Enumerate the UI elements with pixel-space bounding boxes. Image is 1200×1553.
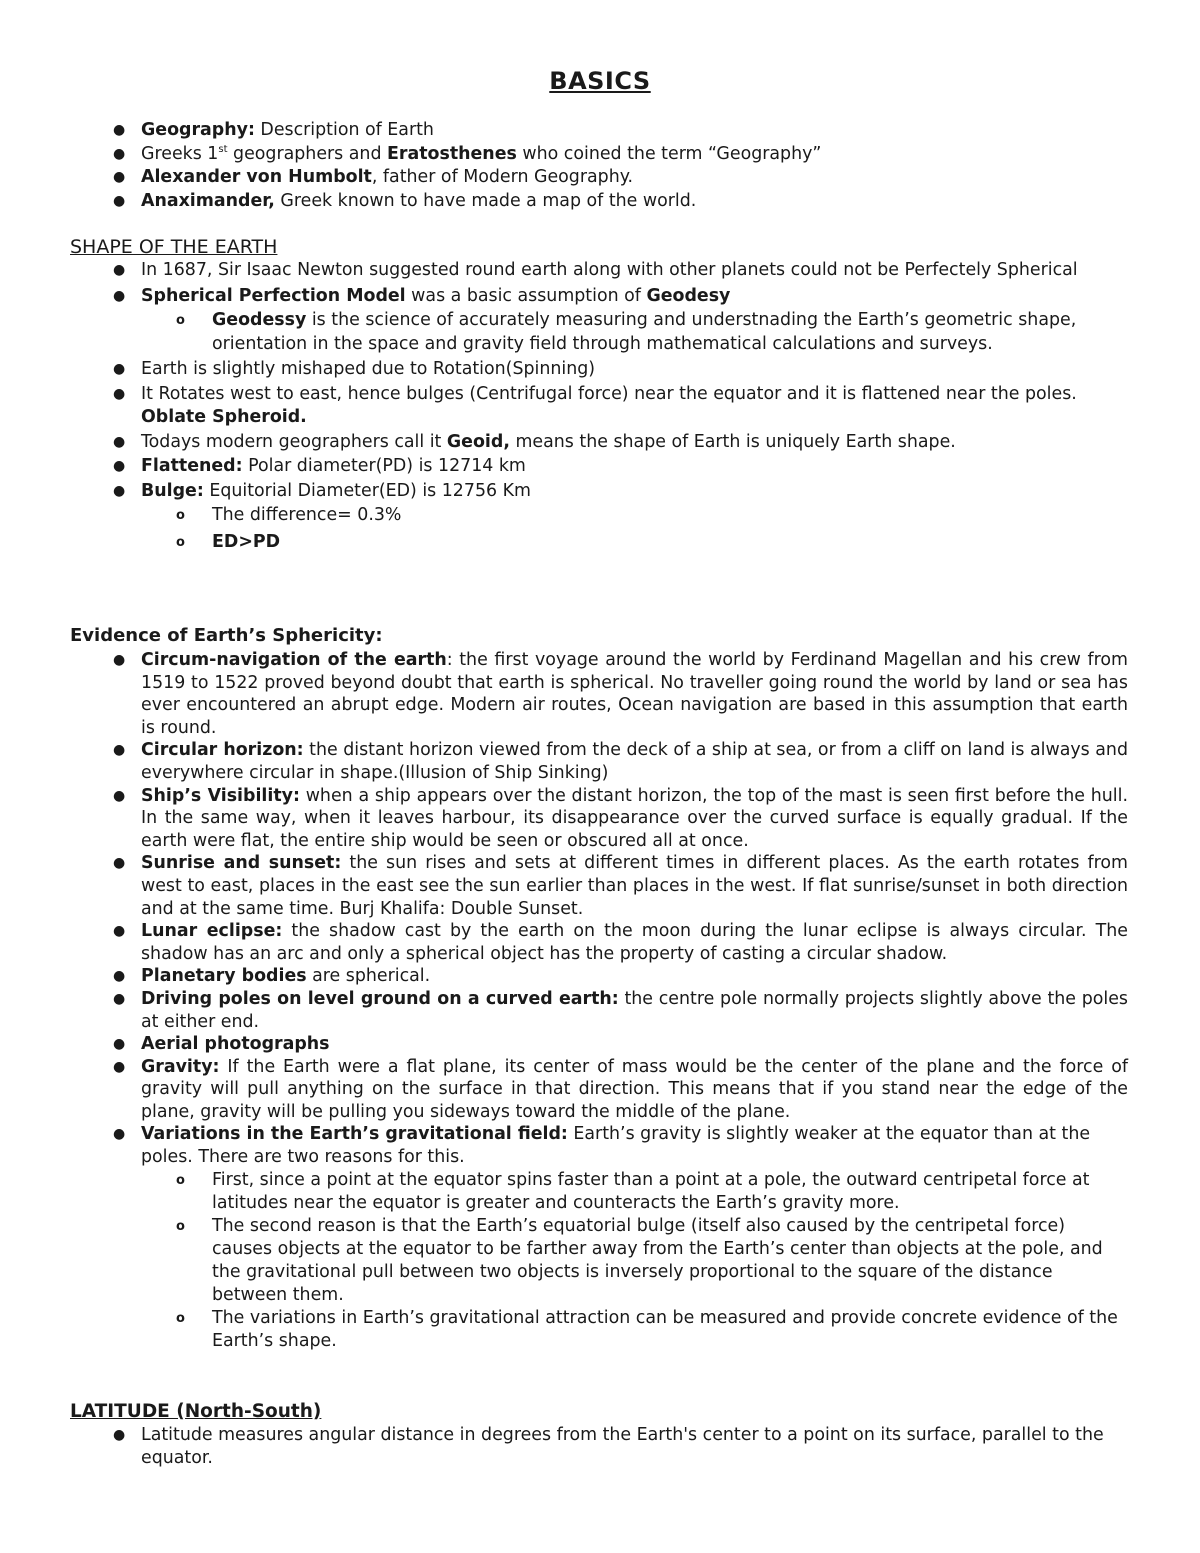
body-text: the shadow cast by the earth on the moon during the lunar eclipse is always circular. The shadow has an arc and only a spherical object has the property of casting a circular shadow. — [141, 921, 1128, 964]
bullet-icon: ● — [113, 361, 126, 377]
list-item — [0, 431, 1200, 455]
bullet-icon: ● — [113, 433, 126, 450]
bold-text: Aerial photographs — [141, 1034, 330, 1055]
bold-text: Circular horizon: — [141, 740, 304, 761]
bullet-icon: ● — [113, 1058, 126, 1075]
body-text: The second reason is that the Earth’s equatorial bulge (itself also caused by the centripetal force) causes objects at the equator to be farther away from the Earth’s center than objects at the pole, and the gravitational pull between two objects is inversely proportional to the square of the distance between them. — [212, 1216, 1103, 1306]
section-heading-shape: SHAPE OF THE EARTH — [70, 236, 278, 258]
bold-text: Geoid, — [446, 431, 510, 452]
bullet-icon: ● — [113, 968, 126, 985]
body-text: The variations in Earth’s gravitational attraction can be measured and provide concrete evidence of the Earth’s shape. — [212, 1308, 1118, 1352]
body-text: was a basic assumption of — [405, 285, 647, 306]
body-text: Latitude measures angular distance in degrees from the Earth's center to a point on its surface, parallel to the equator. — [141, 1425, 1104, 1468]
bullet-icon: ● — [113, 192, 126, 209]
bullet-icon: ● — [113, 122, 126, 138]
bold-text: Flattened: — [141, 456, 243, 476]
list-item — [0, 504, 1200, 528]
bullet-icon: o — [176, 1311, 185, 1327]
bold-text: Gravity: — [141, 1056, 220, 1077]
body-text: Description of Earth — [254, 120, 434, 140]
bold-text: ED>PD — [212, 531, 281, 552]
list-item — [0, 190, 1200, 214]
body-text: when a ship appears over the distant horizon, the top of the mast is seen first before the hull. In the same way, when it leaves harbour, its disappearance over the curved surface is equally gradual. If the earth were flat, the entire ship would be seen or obscured all at once. — [141, 785, 1128, 851]
list-item — [0, 143, 1200, 167]
bold-text: Sunrise and sunset: — [141, 853, 342, 874]
bullet-icon: ● — [113, 482, 126, 499]
body-text: Equitorial Diameter(ED) is 12756 Km — [203, 480, 531, 501]
bullet-icon: ● — [113, 1427, 126, 1443]
latitude-list — [0, 1424, 1200, 1470]
list-item — [0, 785, 1200, 853]
body-text: Greeks 1 — [141, 143, 219, 164]
body-text: It Rotates west to east, hence bulges (Centrifugal force) near the equator and it is flattened near the poles. — [141, 383, 1077, 404]
bullet-icon: ● — [113, 742, 126, 759]
bullet-icon: o — [176, 508, 185, 523]
body-text: geographers and — [227, 143, 388, 164]
list-item — [0, 739, 1200, 784]
bold-text: Oblate Spheroid. — [141, 407, 307, 427]
basics-list — [0, 119, 1200, 213]
list-item — [0, 1123, 1200, 1169]
bold-text: Bulge: — [141, 480, 204, 501]
bullet-icon: ● — [113, 1036, 126, 1053]
bullet-icon: o — [176, 1173, 185, 1189]
body-text: , father of Modern Geography. — [371, 167, 634, 187]
list-item — [0, 649, 1200, 739]
list-item — [0, 531, 1200, 555]
list-item — [0, 309, 1200, 356]
body-text: means the shape of Earth is uniquely Earth shape. — [509, 431, 956, 452]
body-text: st — [218, 143, 228, 155]
list-item — [0, 988, 1200, 1033]
bullet-icon: ● — [113, 385, 126, 402]
bullet-icon: ● — [113, 652, 126, 668]
section-heading-evidence: Evidence of Earth’s Sphericity: — [70, 625, 383, 646]
body-text: : the first voyage around the world by Ferdinand Magellan and his crew from 1519 to 1522 proved beyond doubt that earth is spherical. No traveller going round the world by land or sea has ever encountered an abrupt edge. Modern air routes, Ocean navigation are based in this assumption that earth is round. — [141, 650, 1128, 738]
bullet-icon: o — [176, 534, 185, 550]
list-item — [0, 383, 1200, 430]
list-item — [0, 259, 1200, 283]
list-item — [0, 1215, 1200, 1307]
body-text: are spherical. — [306, 966, 431, 987]
bold-text: Alexander von Humbolt — [141, 167, 372, 187]
bullet-icon: ● — [113, 923, 126, 940]
list-item — [0, 285, 1200, 309]
body-text: Polar diameter(PD) is 12714 km — [242, 456, 526, 476]
body-text: First, since a point at the equator spins faster than a point at a pole, the outward centripetal force at latitudes near the equator is greater and counteracts the Earth’s gravity more. — [212, 1170, 1090, 1214]
list-item — [0, 480, 1200, 504]
bold-text: Circum-navigation of the earth — [141, 650, 447, 670]
bullet-icon: o — [176, 1219, 185, 1235]
body-text: If the Earth were a flat plane, its center of mass would be the center of the plane and the force of gravity will pull anything on the surface in that direction. This means that if you stand near the edge of the plane, gravity will be pulling you sideways toward the middle of the plane. — [141, 1056, 1128, 1122]
list-item — [0, 1307, 1200, 1353]
bold-text: Geodessy — [212, 310, 307, 330]
bold-text: Anaximander, — [141, 190, 275, 211]
body-text: The difference= 0.3% — [212, 505, 402, 525]
bold-text: Lunar eclipse: — [141, 921, 283, 942]
page-title: BASICS — [549, 67, 651, 95]
bullet-icon: ● — [113, 855, 126, 872]
bold-text: Spherical Perfection Model — [141, 285, 406, 306]
list-item — [0, 1033, 1200, 1056]
list-item — [0, 852, 1200, 920]
bullet-icon: ● — [113, 262, 126, 278]
body-text: the distant horizon viewed from the deck of a ship at sea, or from a cliff on land is always and everywhere circular in shape.(Illusion of Ship Sinking) — [141, 740, 1128, 783]
bullet-icon: ● — [113, 287, 126, 304]
list-item — [0, 455, 1200, 479]
list-item — [0, 358, 1200, 382]
body-text: is the science of accurately measuring and understnading the Earth’s geometric shape, orientation in the space and gravity field through mathematical calculations and surveys. — [212, 310, 1077, 354]
bold-text: Driving poles on level ground on a curved earth: — [141, 988, 619, 1009]
body-text: Todays modern geographers call it — [141, 431, 447, 452]
bold-text: Ship’s Visibility: — [141, 785, 300, 806]
body-text: the centre pole normally projects slightly above the poles at either end. — [141, 988, 1128, 1032]
bold-text: Planetary bodies — [141, 966, 307, 987]
shape-list — [0, 259, 1200, 554]
bold-text: Geodesy — [646, 285, 731, 306]
list-item — [0, 119, 1200, 143]
list-item — [0, 1056, 1200, 1124]
bullet-icon: ● — [113, 787, 126, 804]
evidence-list — [0, 649, 1200, 1353]
list-item — [0, 1424, 1200, 1470]
body-text: the sun rises and sets at different times in different places. As the earth rotates from west to east, places in the east see the sun earlier than places in the west. If flat sunrise/sunset in both direction and at the same time. Burj Khalifa: Double Sunset. — [141, 853, 1129, 919]
list-item — [0, 1169, 1200, 1215]
bullet-icon: ● — [113, 145, 126, 162]
bold-text: Eratosthenes — [387, 143, 517, 164]
bold-text: Variations in the Earth’s gravitational field: — [141, 1124, 568, 1145]
section-heading-latitude: LATITUDE (North-South) — [70, 1401, 322, 1422]
bullet-icon: ● — [113, 990, 126, 1007]
body-text: Earth’s gravity is slightly weaker at the equator than at the poles. There are two reasons for this. — [141, 1124, 1091, 1168]
bullet-icon: ● — [113, 169, 126, 185]
bullet-icon: o — [176, 313, 185, 328]
list-item — [0, 166, 1200, 190]
body-text: In 1687, Sir Isaac Newton suggested round earth along with other planets could not be Perfectely Spherical — [141, 260, 1078, 280]
list-item — [0, 965, 1200, 988]
bold-text: Geography: — [141, 120, 255, 140]
body-text: Greek known to have made a map of the world. — [274, 190, 697, 211]
bullet-icon: ● — [113, 1126, 126, 1143]
list-item — [0, 920, 1200, 965]
bullet-icon: ● — [113, 458, 126, 474]
body-text: Earth is slightly mishaped due to Rotation(Spinning) — [141, 359, 596, 379]
body-text: who coined the term “Geography” — [516, 143, 822, 164]
